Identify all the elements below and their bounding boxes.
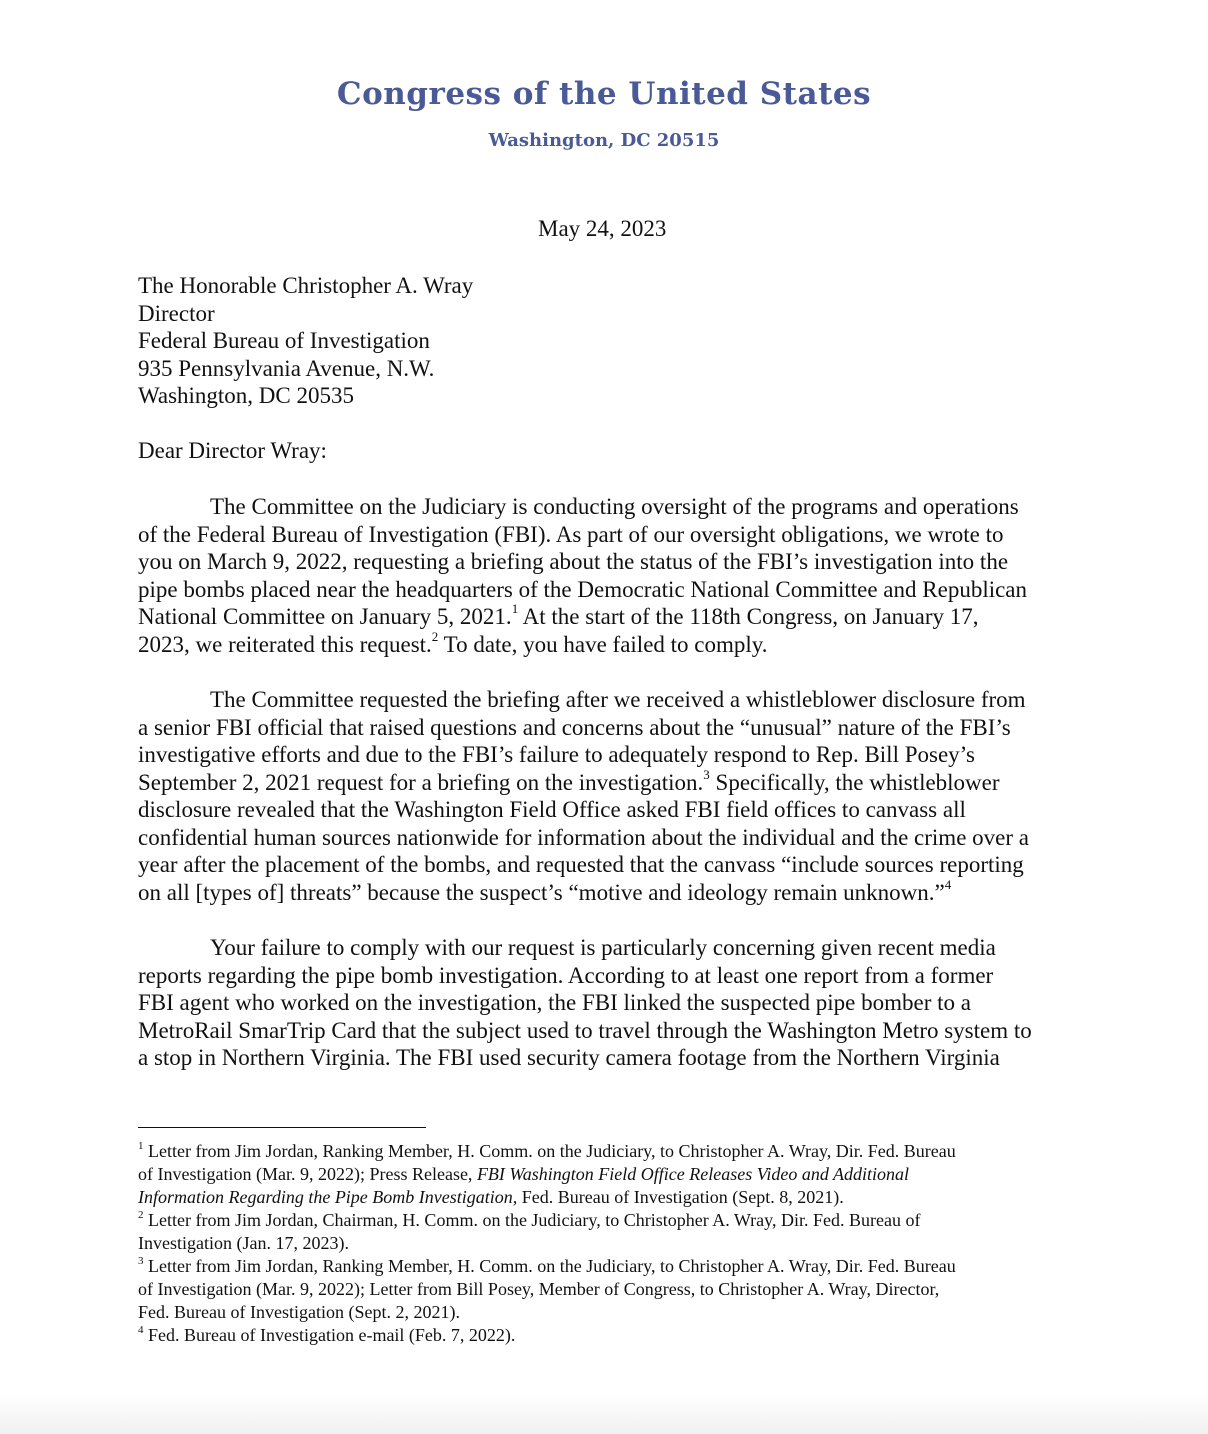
text-line: reports regarding the pipe bomb investigation. According to at least one report from a former <box>138 962 994 988</box>
footnote-line: of Investigation (Mar. 9, 2022); Letter from Bill Posey, Member of Congress, to Christopher A. Wray, Director, <box>138 1279 940 1299</box>
footnote-number: 1 <box>138 1140 144 1152</box>
address-line: The Honorable Christopher A. Wray <box>138 273 474 298</box>
paragraph-1 <box>138 493 1074 658</box>
address-line: Federal Bureau of Investigation <box>138 328 430 353</box>
footnote-line: Investigation (Jan. 17, 2023). <box>138 1233 349 1253</box>
text-segment: Fed. Bureau of Investigation e-mail (Feb. 7, 2022). <box>143 1325 516 1345</box>
footnotes <box>138 1140 1068 1347</box>
text-segment-italic: FBI Washington Field Office Releases Video and Additional <box>476 1164 910 1184</box>
text-line <box>138 603 1074 631</box>
recipient-address <box>138 272 473 410</box>
letterhead-title: Congress of the United States <box>336 76 872 112</box>
text-line: The Committee requested the briefing after we received a whistleblower disclosure from <box>210 687 1026 712</box>
text-line: FBI agent who worked on the investigation, the FBI linked the suspected pipe bomber to a <box>138 990 971 1015</box>
footnote-divider <box>138 1127 426 1128</box>
text-segment: At the start of the 118th Congress, on January 17, <box>518 604 979 629</box>
text-line: of the Federal Bureau of Investigation (FBI). As part of our oversight obligations, we wrote to <box>138 521 1004 547</box>
footnote-number: 4 <box>138 1324 144 1336</box>
text-segment: Letter from Jim Jordan, Ranking Member, H. Comm. on the Judiciary, to Christopher A. Wray, Dir. Fed. Bureau <box>143 1141 956 1161</box>
footnote-line <box>138 1209 1068 1232</box>
address-line: Washington, DC 20535 <box>138 383 355 408</box>
text-segment: To date, you have failed to comply. <box>438 631 768 657</box>
footnote-number: 2 <box>138 1209 144 1221</box>
footnote-line <box>138 1163 1068 1186</box>
text-line: Your failure to comply with our request is particularly concerning given recent media <box>210 935 996 960</box>
page-bottom-shadow <box>0 1394 1208 1434</box>
text-line <box>138 876 1074 907</box>
text-line: The Committee on the Judiciary is conducting oversight of the programs and operations <box>210 494 1019 519</box>
text-segment: 2023, we reiterated this request. <box>138 631 432 657</box>
text-segment: September 2, 2021 request for a briefing on the investigation. <box>138 769 704 795</box>
text-segment: Letter from Jim Jordan, Ranking Member, H. Comm. on the Judiciary, to Christopher A. Wray, Dir. Fed. Bureau <box>143 1256 956 1276</box>
footnote-line: Fed. Bureau of Investigation (Sept. 2, 2021). <box>138 1302 460 1322</box>
text-line <box>138 766 1074 797</box>
text-line <box>138 628 1074 659</box>
address-line: Director <box>138 300 215 326</box>
paragraph-2 <box>138 686 1074 906</box>
text-line: a stop in Northern Virginia. The FBI used security camera footage from the Northern Virginia <box>138 1045 1000 1070</box>
letter-date: May 24, 2023 <box>538 216 667 241</box>
text-line: confidential human sources nationwide for information about the individual and the crime over a <box>138 824 1029 850</box>
footnote-line <box>138 1186 1068 1209</box>
address-line: 935 Pennsylvania Avenue, N.W. <box>138 355 435 381</box>
text-segment: Fed. Bureau of Investigation (Sept. 8, 2021). <box>517 1187 844 1207</box>
text-segment: of Investigation (Mar. 9, 2022); Press Release, <box>138 1164 477 1184</box>
text-segment: Letter from Jim Jordan, Chairman, H. Comm. on the Judiciary, to Christopher A. Wray, Dir. Fed. Bureau of <box>143 1210 921 1230</box>
text-line: pipe bombs placed near the headquarters of the Democratic National Committee and Republican <box>138 576 1028 602</box>
paragraph-3 <box>138 934 1074 1072</box>
footnote-line <box>138 1255 1068 1278</box>
salutation: Dear Director Wray: <box>138 438 327 463</box>
letterhead-subtitle: Washington, DC 20515 <box>488 130 720 151</box>
text-line: disclosure revealed that the Washington Field Office asked FBI field offices to canvass all <box>138 797 966 822</box>
footnote-ref: 1 <box>511 601 519 617</box>
footnote-line <box>138 1324 1068 1347</box>
text-segment: National Committee on January 5, 2021. <box>138 604 512 629</box>
text-segment: on all [types of] threats” because the suspect’s “motive and ideology remain unknown.” <box>138 879 945 905</box>
text-line: you on March 9, 2022, requesting a briefing about the status of the FBI’s investigation into the <box>138 549 1009 574</box>
footnote-ref: 4 <box>944 876 952 892</box>
text-line: year after the placement of the bombs, and requested that the canvass “include sources reporting <box>138 852 1024 877</box>
footnote-ref: 3 <box>703 766 710 782</box>
footnote-ref: 2 <box>431 628 439 644</box>
text-segment-italic: Information Regarding the Pipe Bomb Investigation, <box>138 1187 518 1207</box>
footnote-number: 3 <box>138 1255 144 1267</box>
text-segment: Specifically, the whistleblower <box>709 769 1000 795</box>
text-line: MetroRail SmarTrip Card that the subject used to travel through the Washington Metro system to <box>138 1017 1032 1043</box>
text-line: investigative efforts and due to the FBI’s failure to adequately respond to Rep. Bill Posey’s <box>138 742 976 767</box>
footnote-line <box>138 1140 1068 1163</box>
text-line: a senior FBI official that raised questions and concerns about the “unusual” nature of the FBI’s <box>138 714 1011 740</box>
